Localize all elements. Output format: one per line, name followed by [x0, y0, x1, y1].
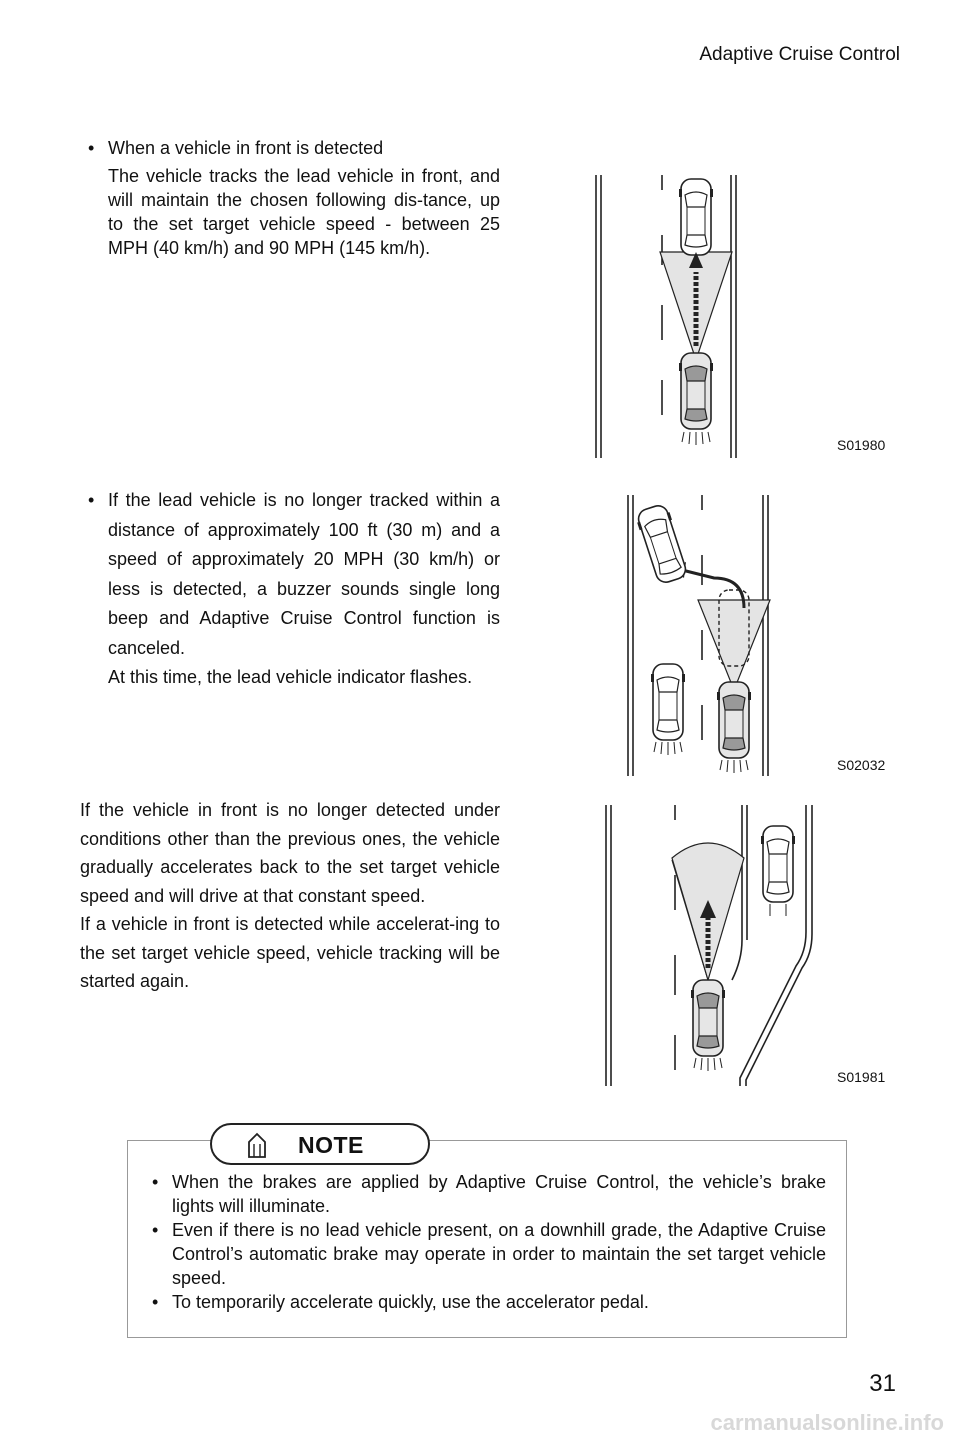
figure-accelerate: [600, 800, 890, 1090]
section2-bullet: [80, 486, 500, 693]
note-title: NOTE: [298, 1132, 364, 1158]
section3-text: [80, 796, 500, 996]
figure-label: S01981: [837, 1069, 886, 1085]
section-header: Adaptive Cruise Control: [699, 44, 900, 65]
section2-text: [80, 486, 500, 693]
section1-heading: When a vehicle in front is detected: [108, 138, 384, 158]
section1-body: The vehicle tracks the lead vehicle in front, and will maintain the chosen following dis-tance, up to the set target vehicle speed - between 25 MPH (40 km/h) and 90 MPH (145 km/h).: [108, 166, 500, 258]
bullet-icon: •: [152, 1292, 159, 1312]
figure-label: S02032: [837, 757, 886, 773]
section1-bullet: [80, 136, 500, 260]
figure-label: S01980: [837, 437, 886, 453]
bullet-icon: •: [152, 1172, 159, 1192]
section3-para2: If a vehicle in front is detected while accelerat-ing to the set target vehicle speed, vehicle tracking will be started again.: [80, 914, 500, 991]
bullet-icon: •: [88, 490, 95, 510]
watermark: carmanualsonline.info: [710, 1410, 944, 1435]
note-item-text: To temporarily accelerate quickly, use the accelerator pedal.: [172, 1292, 649, 1312]
note-icon: [246, 1131, 268, 1159]
note-list: [152, 1170, 826, 1314]
note-item-text: When the brakes are applied by Adaptive Cruise Control, the vehicle’s brake lights will illuminate.: [172, 1172, 826, 1216]
note-item: [152, 1218, 826, 1290]
figure-lead-vehicle-lost: [622, 490, 890, 780]
bullet-icon: •: [152, 1220, 159, 1240]
note-item: [152, 1290, 826, 1314]
note-item-text: Even if there is no lead vehicle present, on a downhill grade, the Adaptive Cruise Control’s automatic brake may operate in order to maintain the set target vehicle speed.: [172, 1220, 826, 1288]
note-item: [152, 1170, 826, 1218]
section2-body: If the lead vehicle is no longer tracked within a distance of approximately 100 ft (30 m) and a speed of approximately 20 MPH (30 km/h) or less is detected, a buzzer sounds single long beep and Adaptive Cruise Control function is canceled.: [108, 490, 500, 658]
note-header: [210, 1123, 430, 1165]
section1-text: [80, 136, 500, 260]
section3-para1: If the vehicle in front is no longer detected under conditions other than the previous ones, the vehicle gradually accelerates back to the set target vehicle speed and will drive at that constant speed.: [80, 800, 500, 906]
figure-vehicle-detected: [590, 170, 890, 462]
bullet-icon: •: [88, 138, 95, 158]
section2-body2: At this time, the lead vehicle indicator flashes.: [108, 667, 473, 687]
page-number: 31: [869, 1370, 896, 1397]
